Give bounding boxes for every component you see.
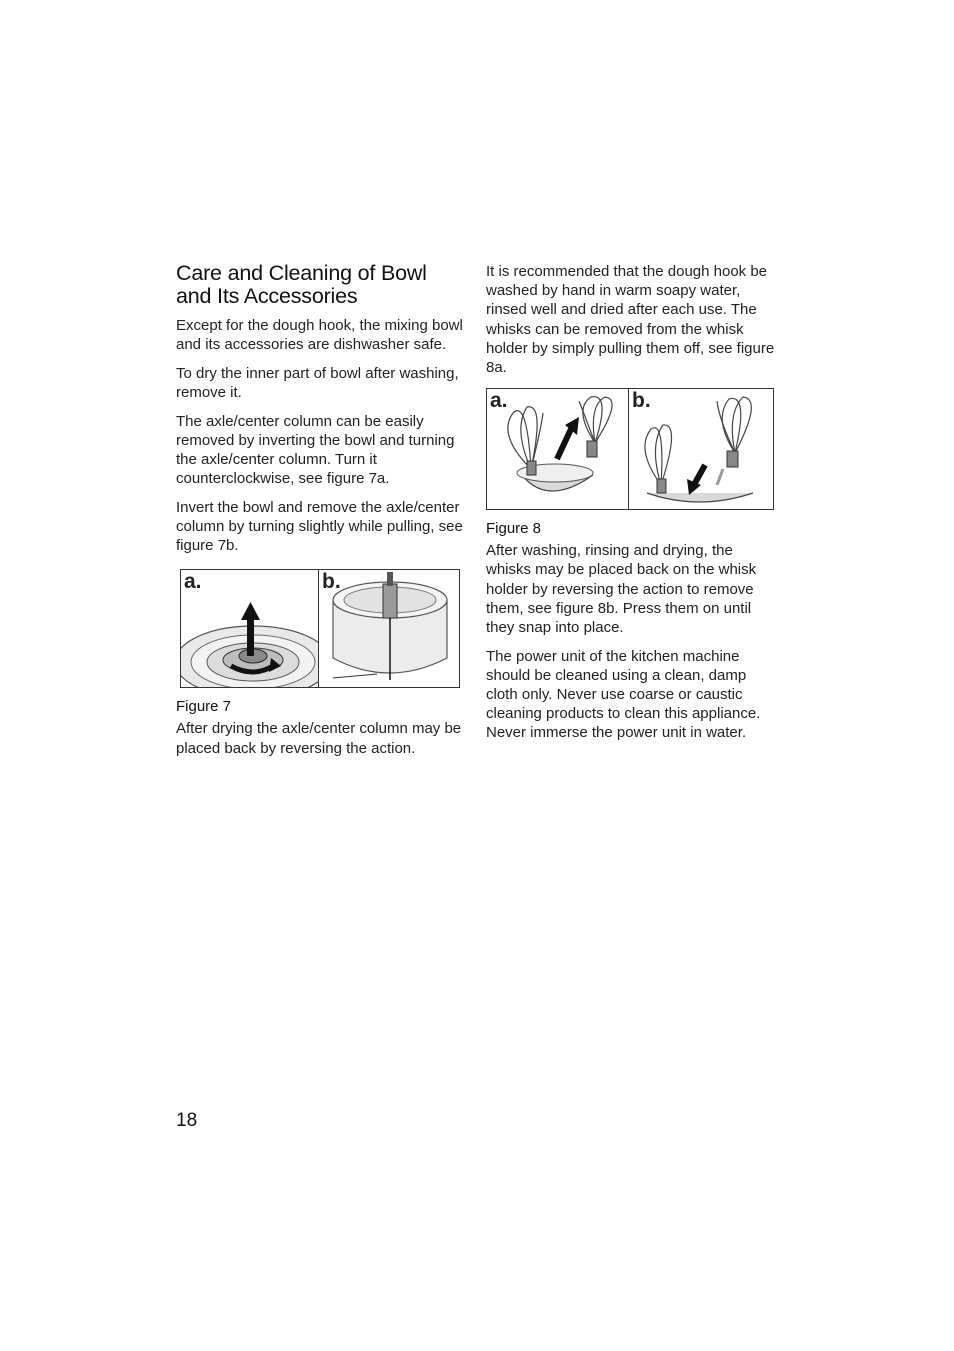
paragraph-dry-bowl: To dry the inner part of bowl after washing, remove it. (176, 364, 459, 401)
section-heading: Care and Cleaning of Bowl and Its Accessories (176, 261, 427, 308)
figure-7a-label: a. (184, 570, 202, 594)
paragraph-invert-bowl: Invert the bowl and remove the axle/center column by turning slightly while pulling, see figure 7b. (176, 498, 463, 555)
figure-7-illustration (180, 569, 460, 688)
paragraph-dishwasher: Except for the dough hook, the mixing bowl and its accessories are dishwasher safe. (176, 317, 463, 354)
paragraph-dough-hook-washing: It is recommended that the dough hook be washed by hand in warm soapy water, rinsed well and dried after each use. The whisks can be removed from the whisk holder by simply pulling them off, see figure 8a. (486, 263, 775, 377)
paragraph-reattach-whisks: After washing, rinsing and drying, the whisks may be placed back on the whisk holder by reversing the action to remove them, see figure 8b. Press them on until they snap into place. (486, 542, 757, 637)
bowl-base-drawing (181, 570, 318, 687)
left-column (176, 262, 466, 767)
figure-8a-label: a. (490, 389, 508, 413)
figure-7b-label: b. (322, 570, 341, 594)
paragraph-axle-removal: The axle/center column can be easily removed by inverting the bowl and turning the axle/center column. Turn it counterclockwise, see figure 7a. (176, 412, 455, 488)
figure-8b-panel (629, 389, 773, 509)
page-number: 18 (176, 1110, 198, 1131)
right-column (486, 262, 776, 752)
whisk-removal-drawing (487, 389, 628, 509)
paragraph-reassemble-axle: After drying the axle/center column may be placed back by reversing the action. (176, 720, 462, 757)
figure-8-illustration (486, 388, 774, 510)
figure-8b-label: b. (632, 389, 651, 413)
figure-7a-panel (181, 570, 319, 687)
figure-7b-panel (319, 570, 459, 687)
figure-8-caption: Figure 8 (486, 520, 542, 538)
paragraph-power-unit-cleaning: The power unit of the kitchen machine should be cleaned using a clean, damp cloth only. Never use coarse or caustic cleaning products to clean this appliance. Never immerse the power unit in water. (486, 647, 761, 742)
figure-7-caption: Figure 7 (176, 698, 232, 716)
figure-8a-panel (487, 389, 629, 509)
